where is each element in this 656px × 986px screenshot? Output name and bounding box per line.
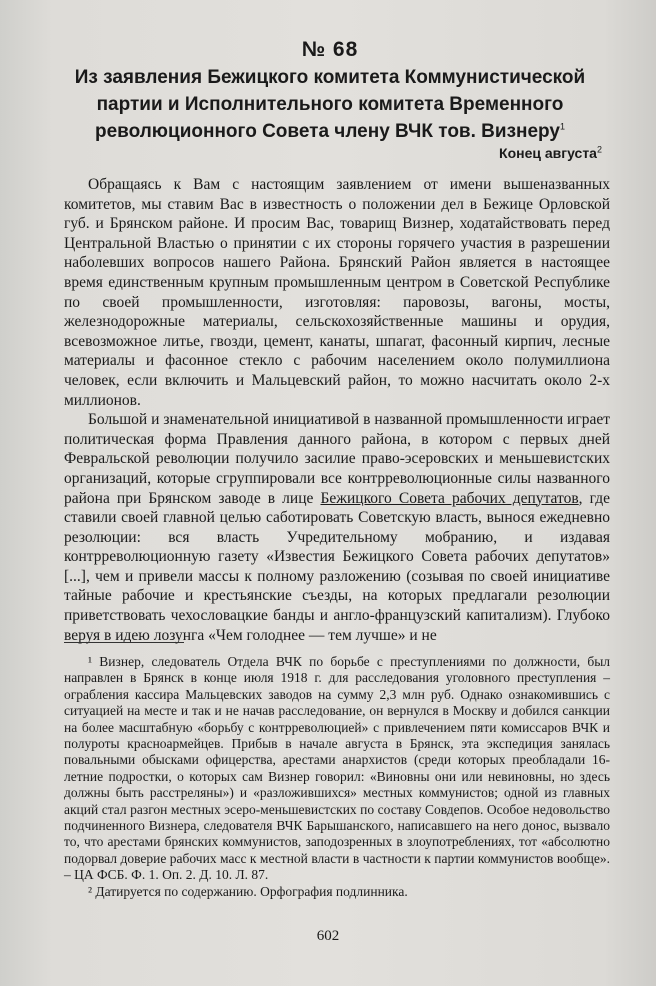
- document-date-text: Конец августа: [499, 145, 597, 161]
- paragraph: [64, 410, 610, 645]
- document-title-text: Из заявления Бежицкого комитета Коммунистической партии и Исполнительного комитета Временного революционного Совета члену ВЧК тов. Визнеру: [74, 67, 586, 142]
- footnote-divider: [64, 642, 184, 643]
- footnote-marker: 2: [596, 144, 602, 155]
- underlined-text: Бежицкого Совета рабочих депутатов: [320, 489, 579, 507]
- page-number: 602: [316, 928, 340, 944]
- footnote-marker: 1: [559, 121, 565, 132]
- document-body: [64, 175, 610, 645]
- footnotes: [64, 654, 610, 900]
- footnote: ¹ Визнер, следователь Отдела ВЧК по борьбе с преступлениями по должности, был направлен в Брянск в конце июля 1918 г. для расследования уголовного преступления – ограбления кассира Мальцевских заводов на сумму 2,3 млн руб. Однако ознакомившись с ситуацией на месте и так и не начав расследование, он вернулся в Москву и добился санкции на более масштабную «борьбу с контрреволюцией» с привлечением пяти комиссаров ВЧК и полуроты красноармейцев. Прибыв в начале августа в Брянск, эта экспедиция занялась повальными обысками офицерства, арестами анархистов (среди которых преобладали 16-летние подростки, о которых сам Визнер говорил: «Виновны они или невиновны, но здесь должны быть расстреляны») и «разложившихся» местных коммунистов; одной из главных акций стал разгон местных эсеро-меньшевистских по составу Совдепов. Особое недовольство подчиненного Визнера, следователя ВЧК Барышанского, написавшего на него донос, вызвало то, что арестами брянских коммунистов, заподозренных в злоупотреблениях, тот «абсолютно подорвал доверие рабочих масс к местной власти в частности к партии коммунистов вообще». – ЦА ФСБ. Ф. 1. Оп. 2. Д. 10. Л. 87.: [64, 654, 610, 883]
- paragraph: Обращаясь к Вам с настоящим заявлением от имени вышеназванных комитетов, мы ставим Вас в известность о положении дел в Бежице Орловской губ. и Брянском районе. И просим Вас, товарищ Визнер, ходатайствовать перед Центральной Властью о принятии с их стороны горячего участия в разрешении наболевших вопросов нашего Района. Брянский Район является в настоящее время единственным крупным промышленным центром в Советской Республике по своей промышленности, изготовляя: паровозы, вагоны, мосты, железнодорожные материалы, сельскохозяйственные машины и орудия, всевозможное литье, гвозди, цемент, канаты, шпагат, фасонный кирпич, лесные материалы и фасонное стекло с рабочим населением около полумиллиона человек, если включить и Мальцевский район, то можно насчитать около 2-х миллионов.: [64, 176, 610, 409]
- document-date: [499, 145, 602, 161]
- footnote: ² Датируется по содержанию. Орфография подлинника.: [88, 883, 408, 899]
- paragraph-text: , где ставили своей главной целью саботировать Советскую власть, вынося ежедневно резолюции: вся власть Учредительному мобранию, и издавая контрреволюционную газету «Известия Бежицкого Совета рабочих депутатов» [...], чем и привели массы к полному разложению (созывая по своей инициативе тайные рабочие и крестьянские съезды, на которых предлагали резолюции приветствовать чехословацкие банды и англо-французский капитализм). Глубоко веруя в идею лозунга «Чем голоднее — тем лучше» и не: [64, 489, 610, 644]
- paragraph-text: Большой и знаменательной инициативой в названной промышленности играет политическая форма Правления данного района, в котором с первых дней Февральской революции получило засилие право-эсеровских и меньшевистских организаций, которые сгруппировали все контрреволюционные силы названного района при Брянском заводе в лице: [64, 411, 610, 507]
- document-title: [40, 64, 620, 145]
- document-header: [40, 38, 620, 145]
- document-number: № 68: [301, 38, 359, 61]
